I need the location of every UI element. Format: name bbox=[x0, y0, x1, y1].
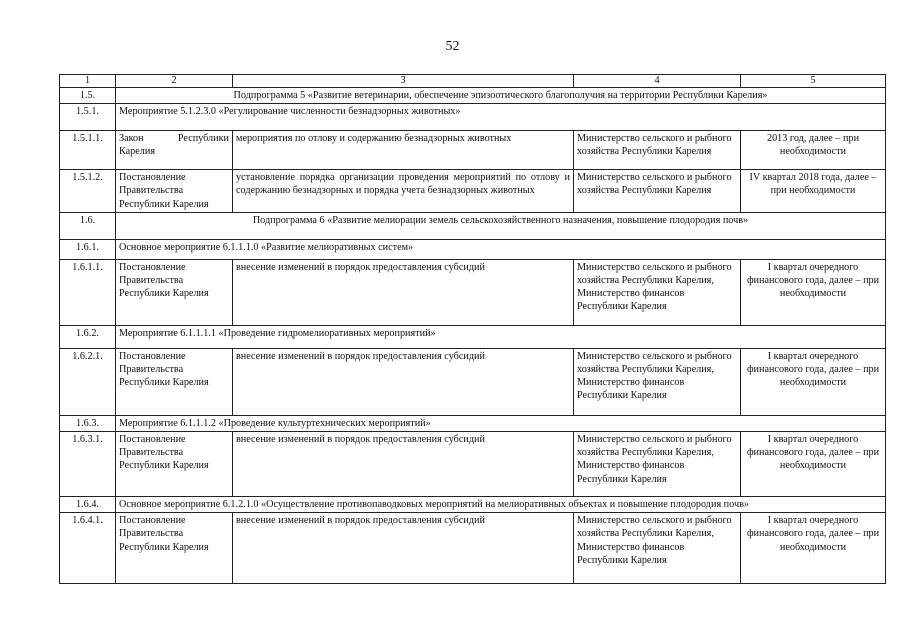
row-number: 1.5.1.2. bbox=[60, 170, 116, 213]
subprogram-title: Подпрограмма 5 «Развитие ветеринарии, обеспечение эпизоотического благополучия на территории Республики Карелия» bbox=[116, 88, 886, 104]
page-number: 52 bbox=[445, 39, 460, 54]
legal-act: Постановление Правительства Республики Карелия bbox=[116, 348, 233, 415]
row-number: 1.6.4. bbox=[60, 497, 116, 513]
measure-title: Мероприятие 6.1.1.1.2 «Проведение культуртехнических мероприятий» bbox=[116, 415, 886, 431]
row-number: 1.6. bbox=[60, 212, 116, 239]
measure-row bbox=[60, 497, 886, 513]
executor: Министерство сельского и рыбного хозяйства Республики Карелия, Министерство финансов Республики Карелия bbox=[574, 348, 741, 415]
measure-row bbox=[60, 415, 886, 431]
measure-title: Мероприятие 5.1.2.3.0 «Регулирование численности безнадзорных животных» bbox=[116, 104, 886, 131]
executor: Министерство сельского и рыбного хозяйства Республики Карелия bbox=[574, 131, 741, 170]
row-number: 1.6.2. bbox=[60, 325, 116, 348]
table-row bbox=[60, 348, 886, 415]
row-number: 1.6.1.1. bbox=[60, 259, 116, 325]
legal-act: Постановление Правительства Республики Карелия bbox=[116, 259, 233, 325]
measure-description: внесение изменений в порядок предоставления субсидий bbox=[233, 513, 574, 584]
deadline: I квартал очередного финансового года, далее – при необходимости bbox=[741, 259, 886, 325]
deadline: 2013 год, далее – при необходимости bbox=[741, 131, 886, 170]
subprogram-row bbox=[60, 88, 886, 104]
header-col-2: 2 bbox=[116, 75, 233, 88]
measure-description: внесение изменений в порядок предоставления субсидий bbox=[233, 259, 574, 325]
measure-title: Мероприятие 6.1.1.1.1 «Проведение гидромелиоративных мероприятий» bbox=[116, 325, 886, 348]
executor: Министерство сельского и рыбного хозяйства Республики Карелия, Министерство финансов Республики Карелия bbox=[574, 259, 741, 325]
table-row bbox=[60, 131, 886, 170]
table-row bbox=[60, 513, 886, 584]
measure-row bbox=[60, 239, 886, 259]
executor: Министерство сельского и рыбного хозяйства Республики Карелия, Министерство финансов Республики Карелия bbox=[574, 513, 741, 584]
row-number: 1.6.3. bbox=[60, 415, 116, 431]
executor: Министерство сельского и рыбного хозяйства Республики Карелия bbox=[574, 170, 741, 213]
subprogram-row bbox=[60, 212, 886, 239]
table-row bbox=[60, 432, 886, 497]
deadline: I квартал очередного финансового года, далее – при необходимости bbox=[741, 432, 886, 497]
row-number: 1.6.2.1. bbox=[60, 348, 116, 415]
measure-title: Основное мероприятие 6.1.2.1.0 «Осуществление противопаводковых мероприятий на мелиоративных объектах и повышение плодородия почв» bbox=[116, 497, 886, 513]
measure-row bbox=[60, 104, 886, 131]
measures-table bbox=[59, 74, 886, 584]
executor: Министерство сельского и рыбного хозяйства Республики Карелия, Министерство финансов Республики Карелия bbox=[574, 432, 741, 497]
subprogram-title: Подпрограмма 6 «Развитие мелиорации земель сельскохозяйственного назначения, повышение плодородия почв» bbox=[116, 212, 886, 239]
header-col-1: 1 bbox=[60, 75, 116, 88]
deadline: I квартал очередного финансового года, далее – при необходимости bbox=[741, 513, 886, 584]
measure-description: мероприятия по отлову и содержанию безнадзорных животных bbox=[233, 131, 574, 170]
row-number: 1.6.1. bbox=[60, 239, 116, 259]
legal-act: Постановление Правительства Республики Карелия bbox=[116, 170, 233, 213]
table-row bbox=[60, 170, 886, 213]
row-number: 1.5.1. bbox=[60, 104, 116, 131]
deadline: I квартал очередного финансового года, далее – при необходимости bbox=[741, 348, 886, 415]
legal-act: Закон Республики Карелия bbox=[116, 131, 233, 170]
measure-description: установление порядка организации проведения мероприятий по отлову и содержанию безнадзорных и порядка учета безнадзорных животных bbox=[233, 170, 574, 213]
header-col-3: 3 bbox=[233, 75, 574, 88]
measure-description: внесение изменений в порядок предоставления субсидий bbox=[233, 432, 574, 497]
measure-row bbox=[60, 325, 886, 348]
row-number: 1.6.3.1. bbox=[60, 432, 116, 497]
row-number: 1.6.4.1. bbox=[60, 513, 116, 584]
header-row bbox=[60, 75, 886, 88]
row-number: 1.5.1.1. bbox=[60, 131, 116, 170]
row-number: 1.5. bbox=[60, 88, 116, 104]
deadline: IV квартал 2018 года, далее – при необходимости bbox=[741, 170, 886, 213]
legal-act: Постановление Правительства Республики Карелия bbox=[116, 513, 233, 584]
legal-act: Постановление Правительства Республики Карелия bbox=[116, 432, 233, 497]
measure-title: Основное мероприятие 6.1.1.1.0 «Развитие мелиоративных систем» bbox=[116, 239, 886, 259]
header-col-4: 4 bbox=[574, 75, 741, 88]
header-col-5: 5 bbox=[741, 75, 886, 88]
measure-description: внесение изменений в порядок предоставления субсидий bbox=[233, 348, 574, 415]
table-row bbox=[60, 259, 886, 325]
